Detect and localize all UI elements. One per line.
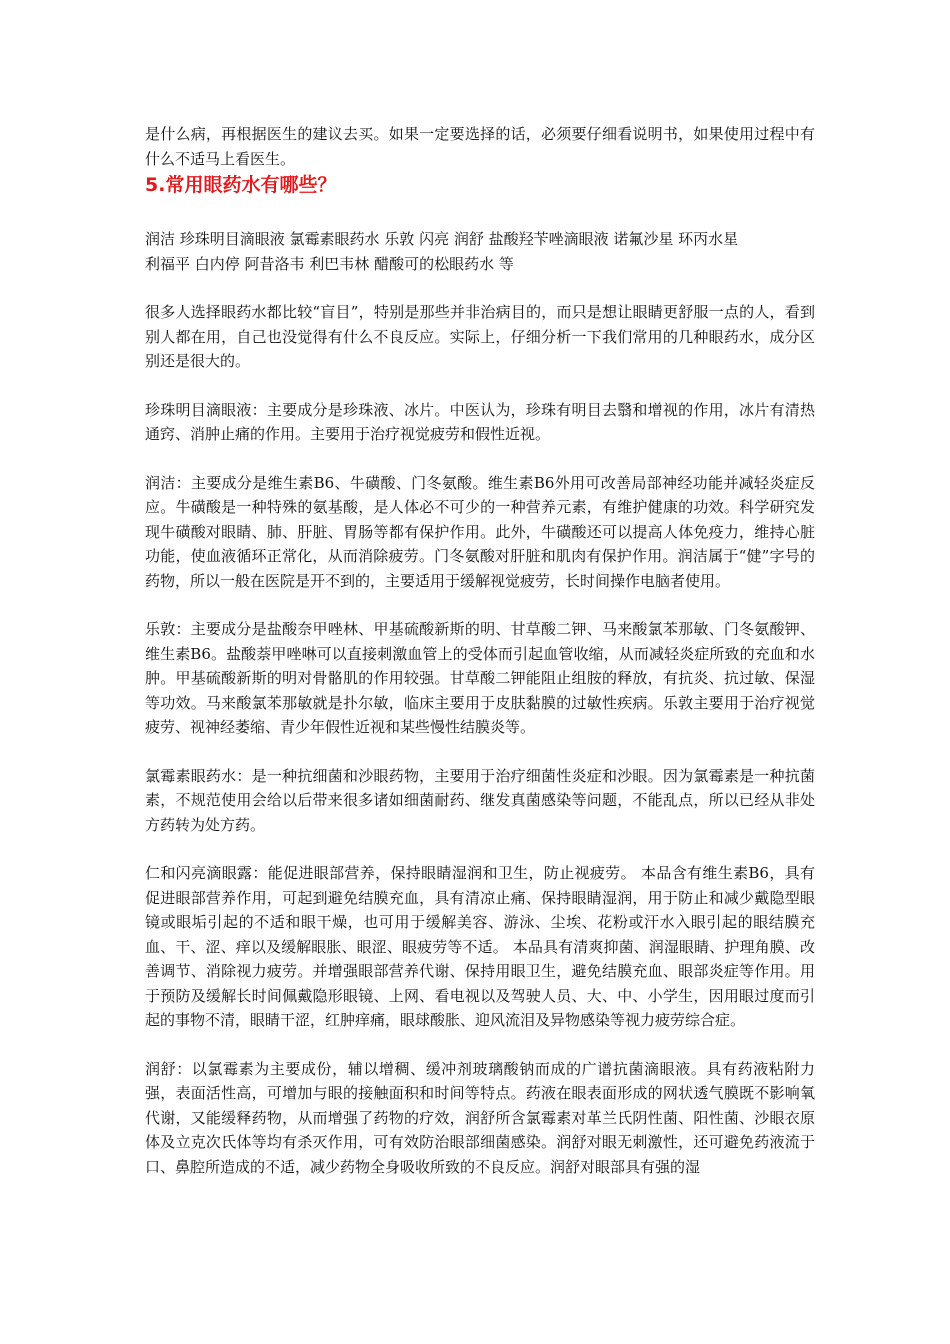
paragraph-ledun: 乐敦：主要成分是盐酸奈甲唑林、甲基硫酸新斯的明、甘草酸二钾、马来酸氯苯那敏、门冬氨酸钾、维生素B6。盐酸萘甲唑啉可以直接刺激血管上的受体而引起血管收缩，从而减轻炎症所致的充血和水肿。甲基硫酸新斯的明对骨骼肌的作用较强。甘草酸二钾能阻止组胺的释放，有抗炎、抗过敏、保湿等功效。马来酸氯苯那敏就是扑尔敏，临床主要用于皮肤黏膜的过敏性疾病。乐敦主要用于治疗视觉疲劳、视神经萎缩、青少年假性近视和某些慢性结膜炎等。 [145,620,815,736]
spacer [145,276,815,300]
spacer [145,447,815,471]
drug-list-line-1: 润洁 珍珠明目滴眼液 氯霉素眼药水 乐敦 闪亮 润舒 盐酸羟苄唑滴眼液 诺氟沙星 环丙水星 [145,230,739,248]
paragraph-shanliang: 仁和闪亮滴眼露：能促进眼部营养，保持眼睛湿润和卫生，防止视疲劳。 本品含有维生素B6，具有促进眼部营养作用，可起到避免结膜充血，具有清凉止痛、保持眼睛湿润，用于防止和减少戴隐型眼镜或眼垢引起的不适和眼干燥，也可用于缓解美容、游泳、尘埃、花粉或汗水入眼引起的眼结膜充血、干、涩、痒以及缓解眼胀、眼涩、眼疲劳等不适。 本品具有清爽抑菌、润湿眼睛、护理角膜、改善调节、消除视力疲劳。并增强眼部营养代谢、保持用眼卫生，避免结膜充血、眼部炎症等作用。用于预防及缓解长时间佩戴隐形眼镜、上网、看电视以及驾驶人员、大、中、小学生，因用眼过度而引起的事物不清，眼睛干涩，红肿痒痛，眼球酸胀、迎风流泪及异物感染等视力疲劳综合症。 [145,864,815,1029]
paragraph-blind-choice: 很多人选择眼药水都比较“盲目”，特别是那些并非治病目的，而只是想让眼睛更舒服一点的人，看到别人都在用，自己也没觉得有什么不良反应。实际上，仔细分析一下我们常用的几种眼药水，成分区别还是很大的。 [145,303,815,370]
document-page [145,122,815,1179]
spacer [145,1033,815,1057]
spacer [145,593,815,617]
intro-paragraph: 是什么病，再根据医生的建议去买。如果一定要选择的话，必须要仔细看说明书，如果使用过程中有什么不适马上看医生。 [145,125,815,168]
spacer [145,740,815,764]
spacer [145,203,815,227]
paragraph-chloramphenicol: 氯霉素眼药水：是一种抗细菌和沙眼药物，主要用于治疗细菌性炎症和沙眼。因为氯霉素是一种抗菌素，不规范使用会给以后带来很多诸如细菌耐药、继发真菌感染等问题，不能乱点，所以已经从非处方药转为处方药。 [145,766,815,834]
paragraph-runjie: 润洁：主要成分是维生素B6、牛磺酸、门冬氨酸。维生素B6外用可改善局部神经功能并减轻炎症反应。牛磺酸是一种特殊的氨基酸，是人体必不可少的一种营养元素，有维护健康的功效。科学研究发现牛磺酸对眼睛、肺、肝脏、胃肠等都有保护作用。此外，牛磺酸还可以提高人体免疫力，维持心脏功能，使血液循环正常化，从而消除疲劳。门冬氨酸对肝脏和肌肉有保护作用。润洁属于“健”字号的药物，所以一般在医院是开不到的，主要适用于缓解视觉疲劳，长时间操作电脑者使用。 [145,473,815,590]
spacer [145,374,815,398]
paragraph-runshu: 润舒：以氯霉素为主要成份，辅以增稠、缓冲剂玻璃酸钠而成的广谱抗菌滴眼液。具有药液粘附力强，表面活性高，可增加与眼的接触面积和时间等特点。药液在眼表面形成的网状透气膜既不影响氧代谢，又能缓释药物，从而增强了药物的疗效，润舒所含氯霉素对革兰氏阴性菌、阳性菌、沙眼衣原体及立克次氏体等均有杀灭作用，可有效防治眼部细菌感染。润舒对眼无刺激性，还可避免药液流于口、鼻腔所造成的不适，减少药物全身吸收所致的不良反应。润舒对眼部具有强的湿 [145,1059,815,1176]
drug-list-line-2: 利福平 白内停 阿昔洛韦 利巴韦林 醋酸可的松眼药水 等 [145,254,514,273]
section-heading: 5.常用眼药水有哪些？ [145,174,337,196]
spacer [145,837,815,861]
paragraph-pearl-drops: 珍珠明目滴眼液：主要成分是珍珠液、冰片。中医认为，珍珠有明目去翳和增视的作用，冰片有清热通窍、消肿止痛的作用。主要用于治疗视觉疲劳和假性近视。 [145,400,815,443]
drug-list [145,227,815,276]
